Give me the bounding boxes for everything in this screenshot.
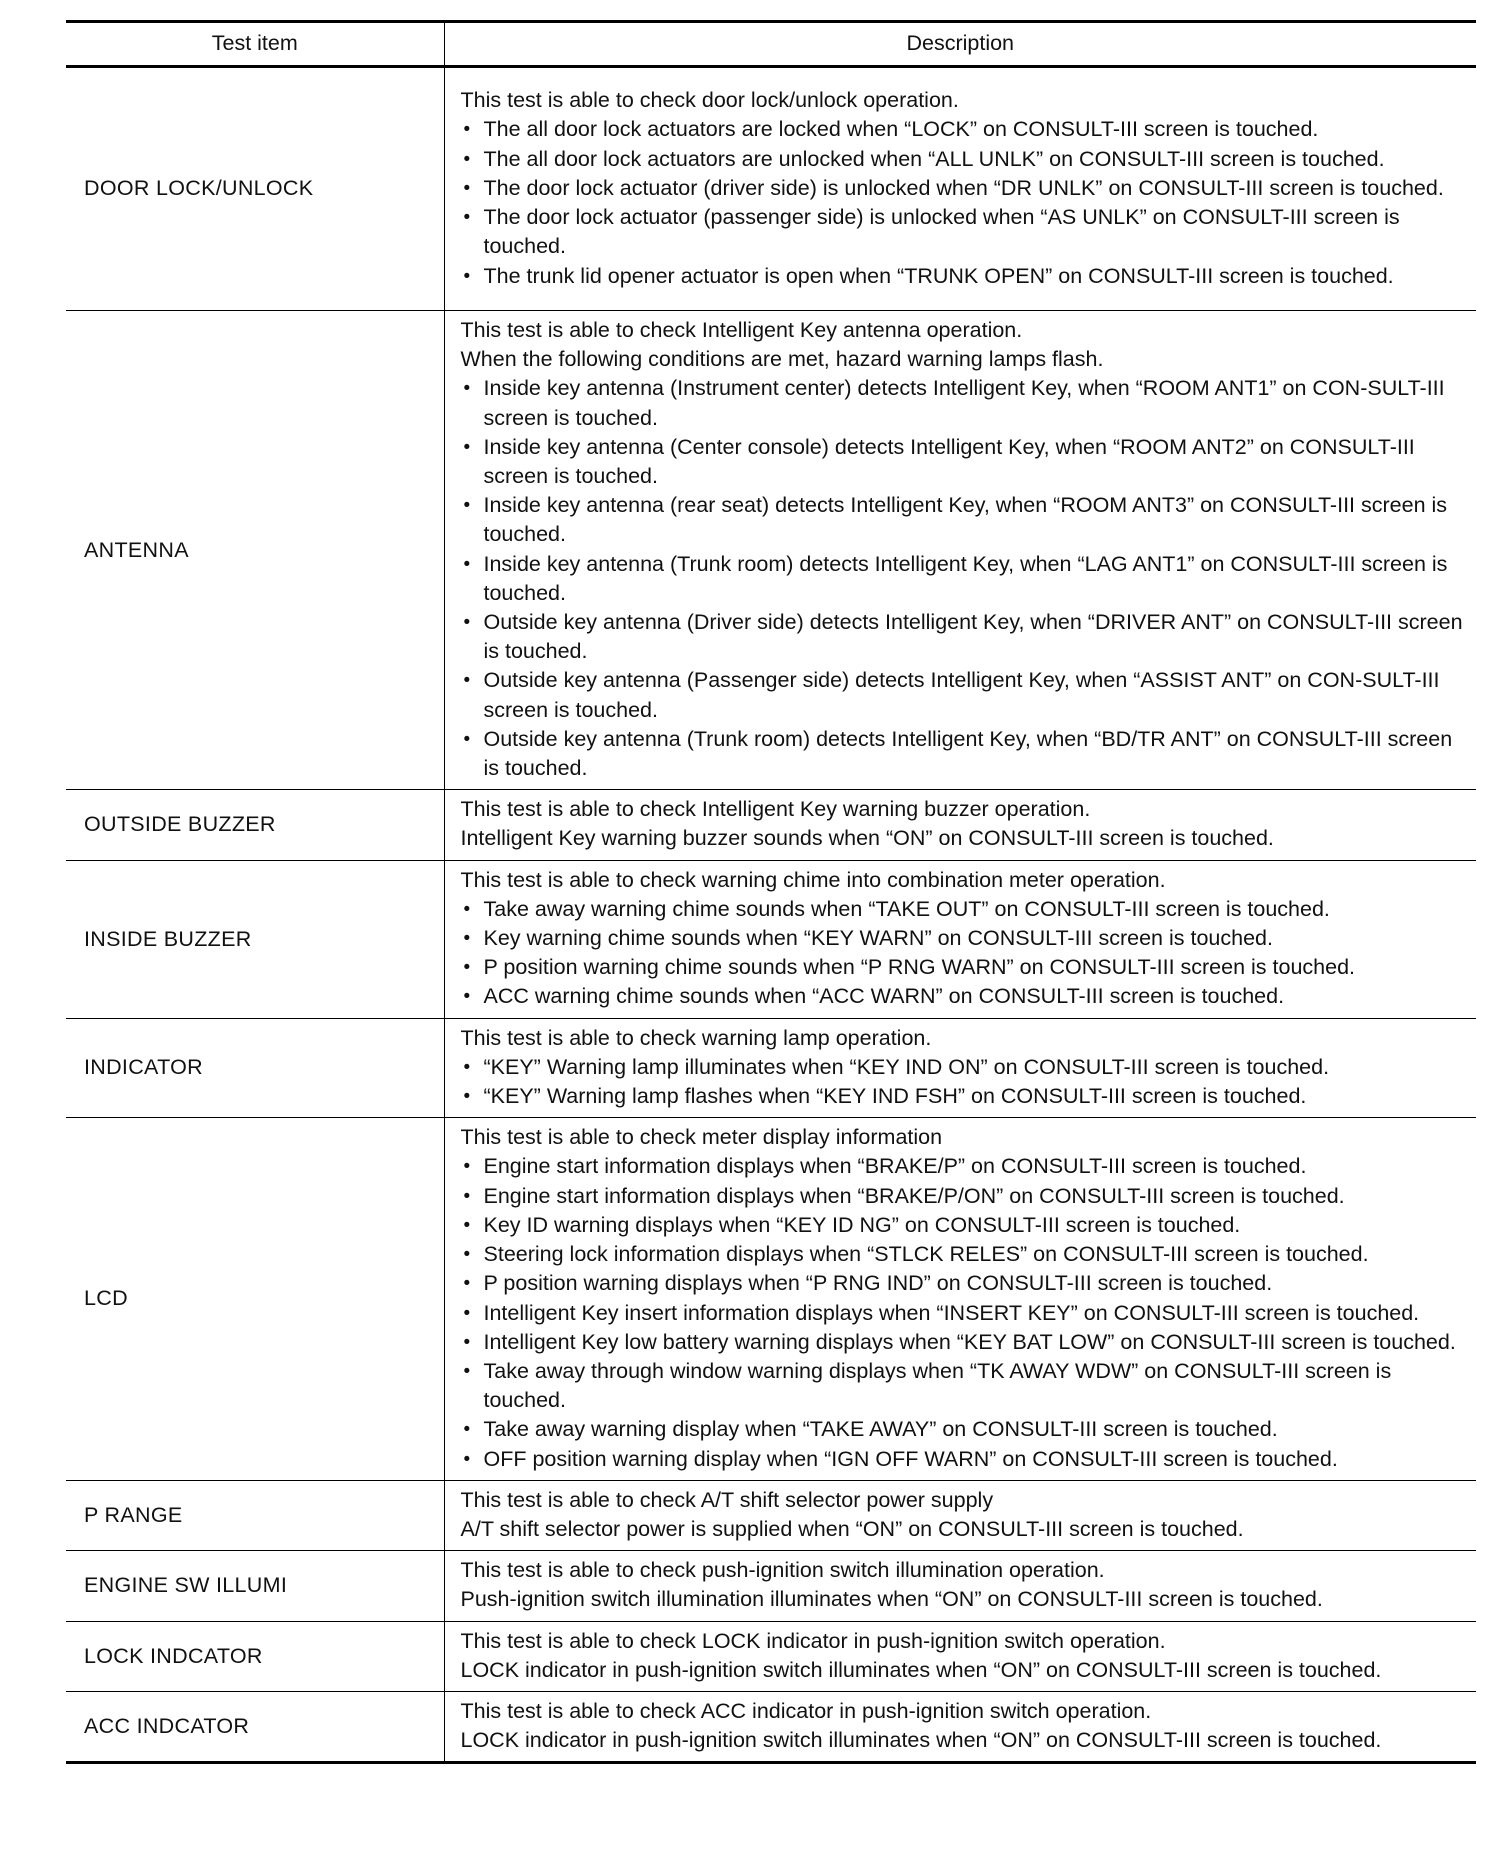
bullet-icon: • bbox=[463, 265, 471, 287]
bullet-icon: • bbox=[463, 177, 471, 199]
description-cell bbox=[444, 1018, 1476, 1118]
description-text: This test is able to check LOCK indicator in push-ignition switch operation. bbox=[460, 1628, 1166, 1653]
column-header-test-item: Test item bbox=[66, 22, 444, 67]
bullet-text: P position warning displays when “P RNG IND” on CONSULT-III screen is touched. bbox=[483, 1271, 1273, 1296]
bullet-text: Inside key antenna (Center console) detects Intelligent Key, when “ROOM ANT2” on CONSULT-III screen is touched. bbox=[483, 434, 1415, 489]
table-header-row bbox=[66, 22, 1476, 67]
bullet-item bbox=[461, 1328, 1471, 1357]
description-text: This test is able to check push-ignition switch illumination operation. bbox=[460, 1558, 1105, 1583]
bullet-text: Intelligent Key low battery warning displays when “KEY BAT LOW” on CONSULT-III screen is touched. bbox=[483, 1329, 1456, 1354]
active-test-table bbox=[66, 20, 1476, 1764]
bullet-item bbox=[461, 550, 1471, 608]
bullet-item bbox=[461, 1082, 1471, 1111]
description-text: This test is able to check Intelligent Key warning buzzer operation. bbox=[460, 797, 1091, 822]
bullet-icon: • bbox=[463, 898, 471, 920]
table-row bbox=[66, 67, 1476, 311]
bullet-text: Take away warning chime sounds when “TAKE OUT” on CONSULT-III screen is touched. bbox=[483, 896, 1330, 921]
bullet-icon: • bbox=[463, 1185, 471, 1207]
table-row bbox=[66, 1480, 1476, 1550]
bullet-text: Inside key antenna (Trunk room) detects Intelligent Key, when “LAG ANT1” on CONSULT-III screen is touched. bbox=[483, 551, 1448, 605]
bullet-icon: • bbox=[463, 1360, 471, 1382]
bullet-icon: • bbox=[463, 148, 471, 170]
bullet-item bbox=[461, 1211, 1471, 1240]
bullet-item bbox=[461, 924, 1471, 953]
test-item-cell: LCD bbox=[66, 1118, 444, 1480]
bullet-icon: • bbox=[463, 986, 471, 1008]
test-item-cell: P RANGE bbox=[66, 1480, 444, 1550]
test-item-cell: ENGINE SW ILLUMI bbox=[66, 1551, 444, 1621]
description-text: LOCK indicator in push-ignition switch illuminates when “ON” on CONSULT-III screen is touched. bbox=[460, 1657, 1382, 1682]
bullet-icon: • bbox=[463, 928, 471, 950]
bullet-icon: • bbox=[463, 119, 471, 141]
table-body bbox=[66, 67, 1476, 1763]
bullet-icon: • bbox=[463, 553, 471, 575]
test-item-cell: ACC INDCATOR bbox=[66, 1691, 444, 1762]
description-cell bbox=[444, 1621, 1476, 1691]
bullet-icon: • bbox=[463, 1448, 471, 1470]
bullet-text: ACC warning chime sounds when “ACC WARN” on CONSULT-III screen is touched. bbox=[483, 984, 1285, 1009]
bullet-item bbox=[461, 1053, 1471, 1082]
table-row bbox=[66, 311, 1476, 790]
bullet-item bbox=[461, 374, 1471, 432]
bullet-text: Inside key antenna (Instrument center) detects Intelligent Key, when “ROOM ANT1” on CON-SULT-III screen is touched. bbox=[483, 376, 1445, 430]
test-item-cell: INSIDE BUZZER bbox=[66, 860, 444, 1018]
bullet-item bbox=[461, 1357, 1471, 1415]
table-row bbox=[66, 1018, 1476, 1118]
bullet-text: Take away warning display when “TAKE AWAY” on CONSULT-III screen is touched. bbox=[483, 1417, 1278, 1442]
bullet-icon: • bbox=[463, 207, 471, 229]
bullet-text: The trunk lid opener actuator is open when “TRUNK OPEN” on CONSULT-III screen is touched. bbox=[483, 263, 1394, 288]
bullet-icon: • bbox=[463, 1419, 471, 1441]
bullet-item bbox=[461, 1240, 1471, 1269]
description-cell bbox=[444, 311, 1476, 790]
bullet-item bbox=[461, 145, 1471, 174]
bullet-icon: • bbox=[463, 1086, 471, 1108]
description-cell bbox=[444, 67, 1476, 311]
bullet-item bbox=[461, 666, 1471, 724]
bullet-text: The all door lock actuators are locked when “LOCK” on CONSULT-III screen is touched. bbox=[483, 117, 1319, 142]
bullet-item bbox=[461, 1182, 1471, 1211]
test-item-cell: OUTSIDE BUZZER bbox=[66, 790, 444, 860]
table-row bbox=[66, 790, 1476, 860]
bullet-list bbox=[461, 374, 1471, 783]
description-text: This test is able to check Intelligent Key antenna operation. bbox=[460, 318, 1023, 342]
bullet-icon: • bbox=[463, 436, 471, 458]
bullet-icon: • bbox=[463, 495, 471, 517]
bullet-text: “KEY” Warning lamp illuminates when “KEY IND ON” on CONSULT-III screen is touched. bbox=[483, 1054, 1330, 1079]
bullet-item bbox=[461, 491, 1471, 549]
bullet-text: Outside key antenna (Passenger side) detects Intelligent Key, when “ASSIST ANT” on CON-SULT-III screen is touched. bbox=[483, 668, 1440, 722]
bullet-text: Steering lock information displays when “STLCK RELES” on CONSULT-III screen is touched. bbox=[483, 1242, 1369, 1267]
description-text: LOCK indicator in push-ignition switch illuminates when “ON” on CONSULT-III screen is touched. bbox=[460, 1728, 1382, 1753]
description-cell bbox=[444, 1118, 1476, 1480]
description-text: This test is able to check A/T shift selector power supply bbox=[460, 1487, 994, 1512]
description-text: Push-ignition switch illumination illuminates when “ON” on CONSULT-III screen is touched. bbox=[460, 1587, 1323, 1612]
bullet-item bbox=[461, 895, 1471, 924]
table-row bbox=[66, 1621, 1476, 1691]
description-text: This test is able to check ACC indicator in push-ignition switch operation. bbox=[460, 1698, 1152, 1723]
bullet-text: Engine start information displays when “BRAKE/P” on CONSULT-III screen is touched. bbox=[483, 1154, 1307, 1179]
bullet-list bbox=[461, 1053, 1471, 1111]
bullet-icon: • bbox=[463, 1156, 471, 1178]
bullet-text: “KEY” Warning lamp flashes when “KEY IND FSH” on CONSULT-III screen is touched. bbox=[483, 1084, 1307, 1109]
bullet-text: Take away through window warning displays when “TK AWAY WDW” on CONSULT-III screen is touched. bbox=[483, 1358, 1392, 1413]
table-row bbox=[66, 1551, 1476, 1621]
bullet-item bbox=[461, 953, 1471, 982]
bullet-text: The door lock actuator (passenger side) is unlocked when “AS UNLK” on CONSULT-III screen is touched. bbox=[483, 205, 1400, 259]
bullet-text: Engine start information displays when “BRAKE/P/ON” on CONSULT-III screen is touched. bbox=[483, 1183, 1345, 1208]
bullet-icon: • bbox=[463, 728, 471, 750]
bullet-text: The door lock actuator (driver side) is unlocked when “DR UNLK” on CONSULT-III screen is touched. bbox=[483, 175, 1444, 200]
description-text: This test is able to check warning chime into combination meter operation. bbox=[460, 867, 1166, 892]
bullet-list bbox=[461, 1152, 1471, 1473]
bullet-item bbox=[461, 262, 1471, 291]
bullet-item bbox=[461, 1152, 1471, 1181]
bullet-icon: • bbox=[463, 1331, 471, 1353]
test-item-cell: DOOR LOCK/UNLOCK bbox=[66, 67, 444, 311]
description-cell bbox=[444, 790, 1476, 860]
description-cell bbox=[444, 1551, 1476, 1621]
description-text: This test is able to check warning lamp operation. bbox=[460, 1025, 932, 1050]
bullet-icon: • bbox=[463, 378, 471, 400]
bullet-text: Outside key antenna (Driver side) detects Intelligent Key, when “DRIVER ANT” on CONSULT-III screen is touched. bbox=[483, 610, 1463, 664]
bullet-item bbox=[461, 433, 1471, 491]
bullet-text: OFF position warning display when “IGN OFF WARN” on CONSULT-III screen is touched. bbox=[483, 1446, 1338, 1471]
bullet-item bbox=[461, 174, 1471, 203]
table-row bbox=[66, 1118, 1476, 1480]
bullet-text: Key ID warning displays when “KEY ID NG” on CONSULT-III screen is touched. bbox=[483, 1212, 1241, 1237]
bullet-icon: • bbox=[463, 612, 471, 634]
table-row bbox=[66, 860, 1476, 1018]
bullet-item bbox=[461, 1415, 1471, 1444]
bullet-icon: • bbox=[463, 1302, 471, 1324]
bullet-item bbox=[461, 203, 1471, 261]
column-header-description: Description bbox=[444, 22, 1476, 67]
description-text: This test is able to check door lock/unlock operation. bbox=[460, 88, 959, 113]
bullet-icon: • bbox=[463, 1214, 471, 1236]
description-text: Intelligent Key warning buzzer sounds when “ON” on CONSULT-III screen is touched. bbox=[460, 826, 1274, 851]
bullet-icon: • bbox=[463, 1056, 471, 1078]
bullet-text: Intelligent Key insert information displays when “INSERT KEY” on CONSULT-III screen is touched. bbox=[483, 1300, 1420, 1325]
active-test-table-page bbox=[66, 20, 1476, 1764]
bullet-icon: • bbox=[463, 1273, 471, 1295]
description-text: This test is able to check meter display information bbox=[460, 1125, 943, 1150]
bullet-item bbox=[461, 1299, 1471, 1328]
bullet-icon: • bbox=[463, 957, 471, 979]
bullet-text: Inside key antenna (rear seat) detects Intelligent Key, when “ROOM ANT3” on CONSULT-III screen is touched. bbox=[483, 493, 1448, 547]
test-item-cell: INDICATOR bbox=[66, 1018, 444, 1118]
bullet-icon: • bbox=[463, 1244, 471, 1266]
description-cell bbox=[444, 860, 1476, 1018]
bullet-text: Outside key antenna (Trunk room) detects Intelligent Key, when “BD/TR ANT” on CONSULT-III screen is touched. bbox=[483, 726, 1453, 781]
test-item-cell: LOCK INDCATOR bbox=[66, 1621, 444, 1691]
bullet-text: P position warning chime sounds when “P RNG WARN” on CONSULT-III screen is touched. bbox=[483, 955, 1356, 980]
bullet-list bbox=[461, 895, 1471, 1012]
bullet-item bbox=[461, 1269, 1471, 1298]
bullet-text: The all door lock actuators are unlocked when “ALL UNLK” on CONSULT-III screen is touched. bbox=[483, 146, 1385, 171]
bullet-item bbox=[461, 725, 1471, 783]
bullet-item bbox=[461, 608, 1471, 666]
description-cell bbox=[444, 1691, 1476, 1762]
bullet-item bbox=[461, 1445, 1471, 1474]
bullet-icon: • bbox=[463, 670, 471, 692]
bullet-item bbox=[461, 115, 1471, 144]
description-cell bbox=[444, 1480, 1476, 1550]
bullet-list bbox=[461, 115, 1471, 290]
bullet-item bbox=[461, 982, 1471, 1011]
description-text: When the following conditions are met, hazard warning lamps flash. bbox=[460, 347, 1104, 372]
test-item-cell: ANTENNA bbox=[66, 311, 444, 790]
table-row bbox=[66, 1691, 1476, 1762]
description-text: A/T shift selector power is supplied when “ON” on CONSULT-III screen is touched. bbox=[460, 1516, 1244, 1541]
bullet-text: Key warning chime sounds when “KEY WARN” on CONSULT-III screen is touched. bbox=[483, 926, 1273, 951]
